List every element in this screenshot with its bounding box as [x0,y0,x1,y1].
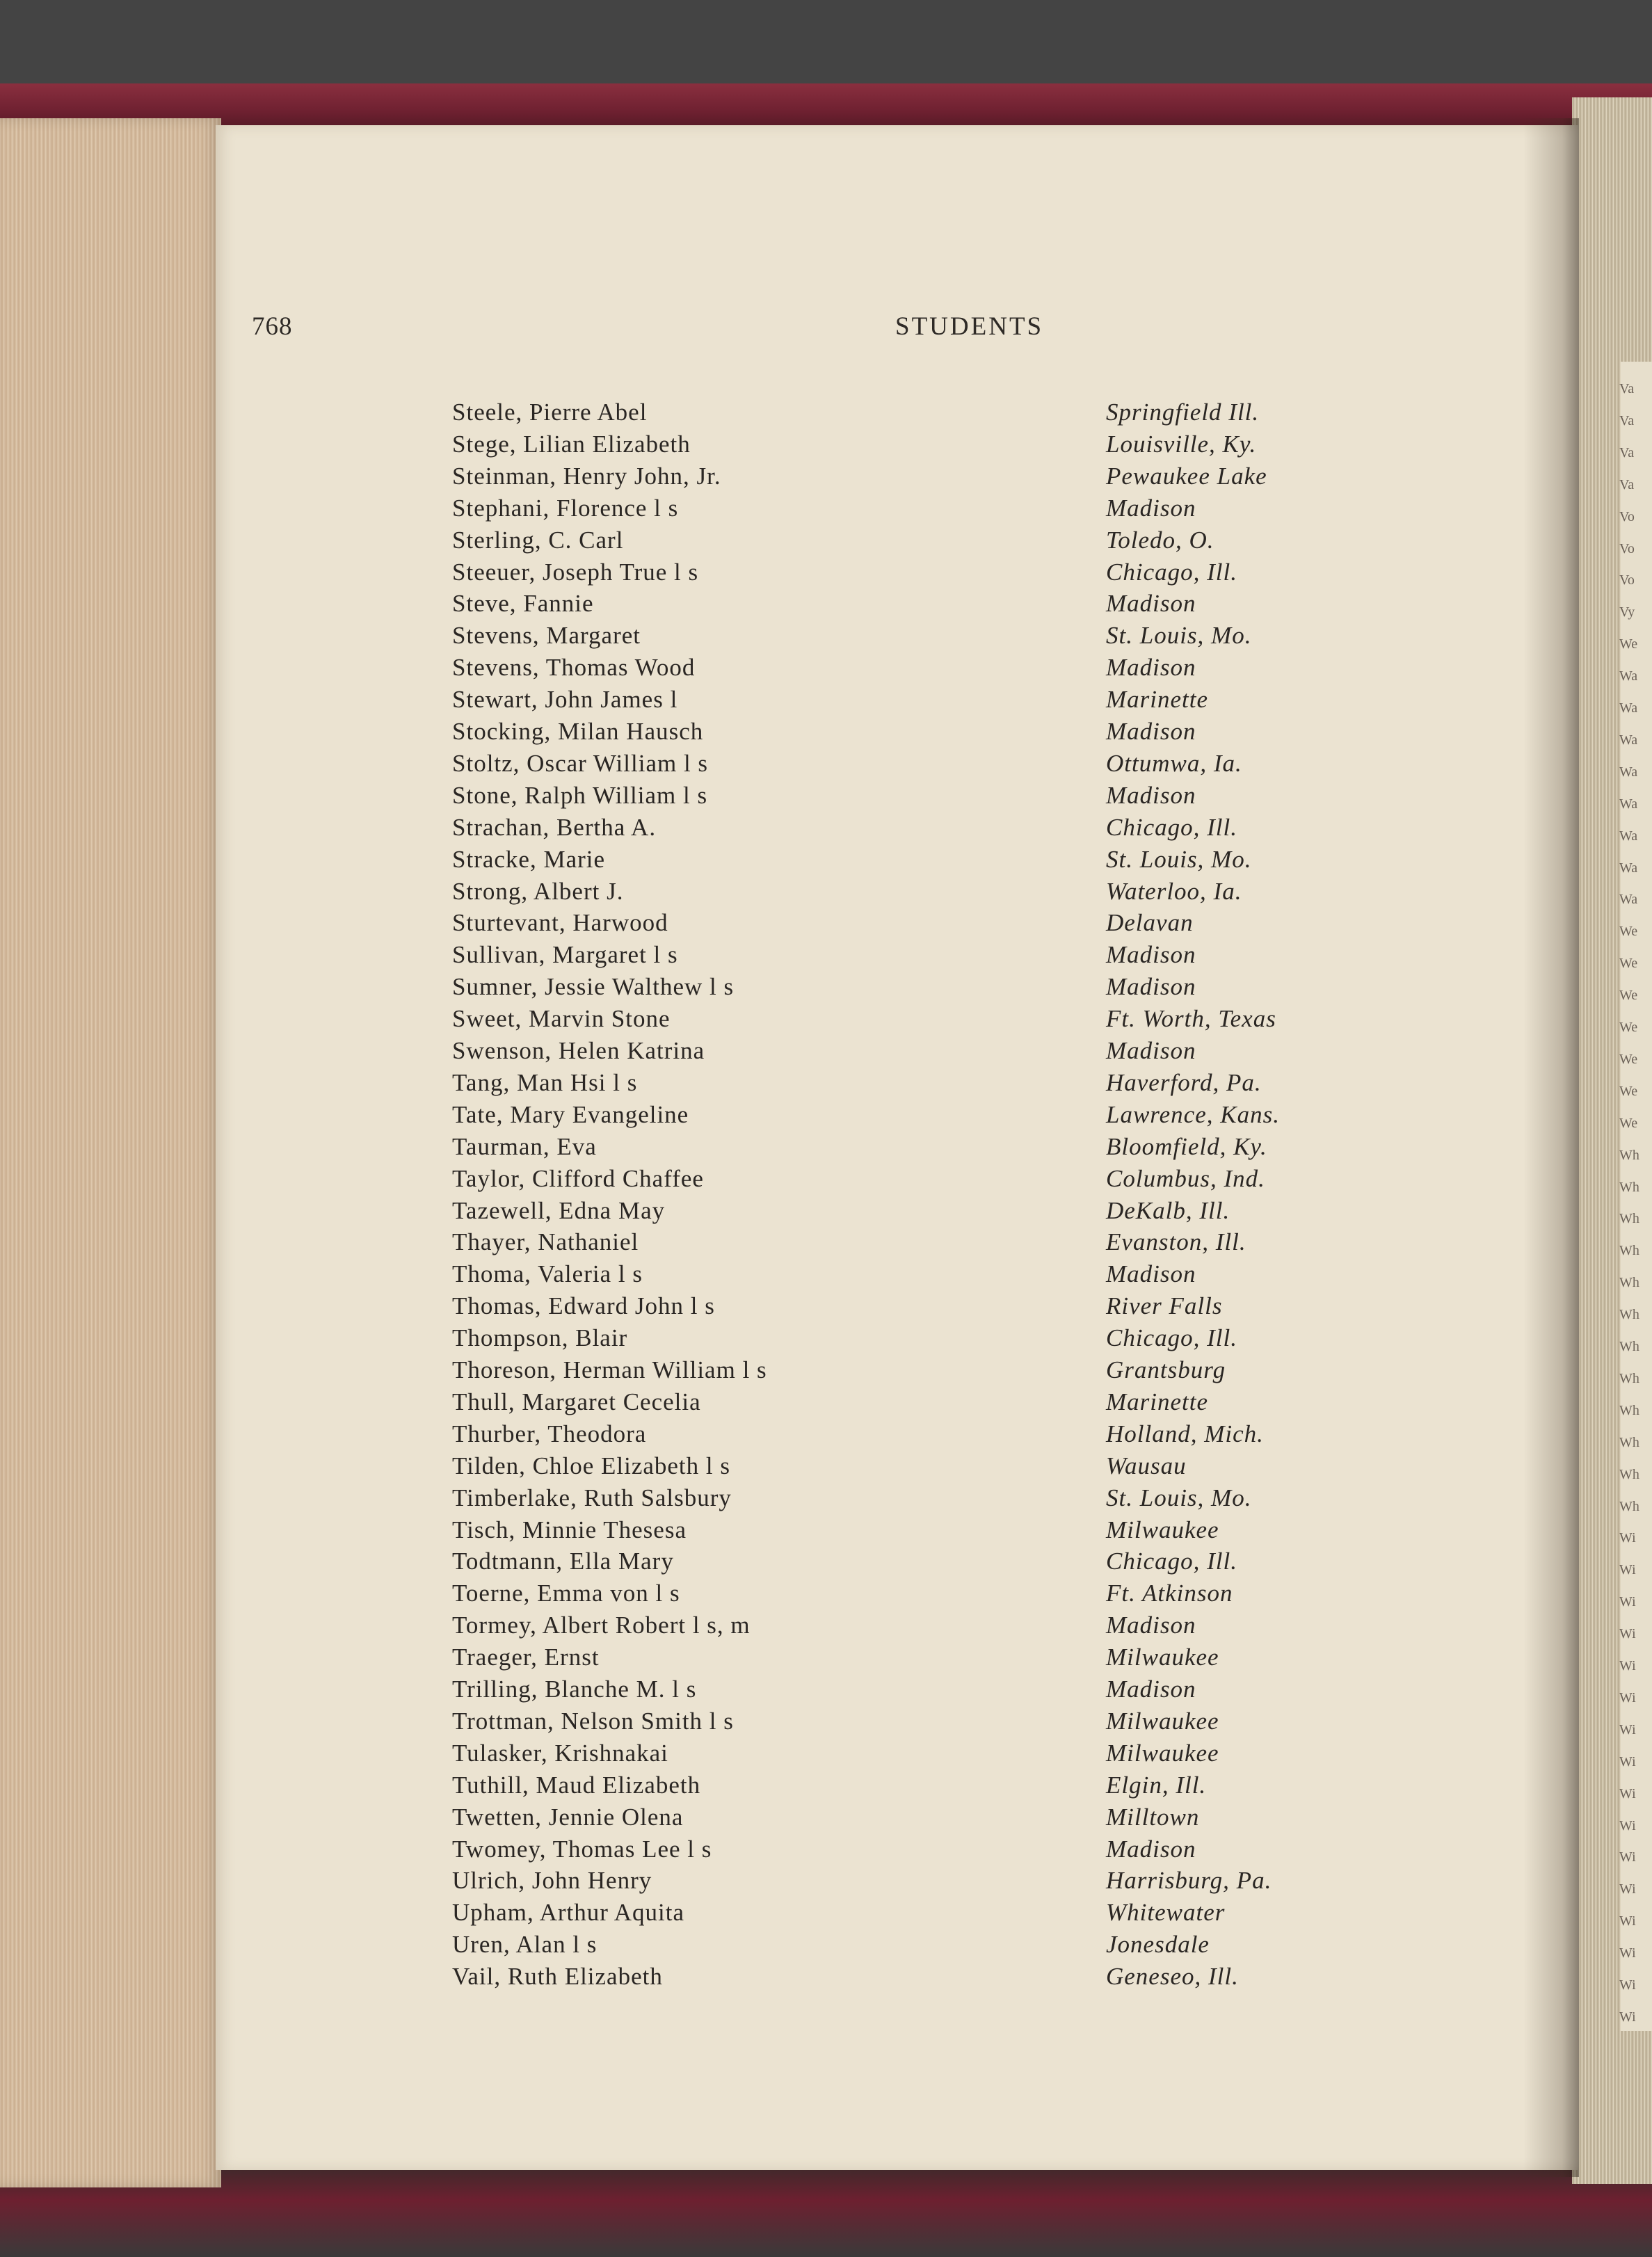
student-entry [0,1545,1652,1577]
next-page-margin-label: We [1619,1020,1638,1035]
student-hometown: Madison [1106,654,1196,682]
next-page-margin-label: Wi [1619,1785,1636,1801]
next-page-margin-label: Wi [1619,1530,1636,1546]
page-number: 768 [252,312,293,341]
student-entry [0,1067,1652,1099]
student-name: Sterling, C. Carl [452,526,624,554]
next-page-margin-label: Wh [1619,1339,1639,1354]
student-hometown: Madison [1106,494,1196,522]
student-name: Stoltz, Oscar William l s [452,749,709,777]
student-entry [0,1290,1652,1322]
student-entry [0,812,1652,844]
student-entry [0,1641,1652,1673]
next-page-margin-label: Wa [1619,892,1638,908]
student-name: Strachan, Bertha A. [452,813,657,841]
student-entry [0,1769,1652,1801]
student-name: Tormey, Albert Robert l s, m [452,1612,751,1639]
next-page-margin-label: Wi [1619,1817,1636,1833]
student-entry [0,1003,1652,1035]
student-hometown: Milwaukee [1106,1516,1219,1543]
student-name: Tulasker, Krishnakai [452,1739,668,1767]
next-page-margin-label: Vo [1619,540,1635,556]
student-entry [0,1131,1652,1163]
next-page-margin-label: We [1619,1115,1638,1131]
student-entry [0,780,1652,812]
student-name: Thoreson, Herman William l s [452,1356,767,1383]
student-entry [0,428,1652,460]
student-entry [0,1322,1652,1354]
student-hometown: Jonesdale [1106,1931,1210,1959]
next-page-margin-label: Wi [1619,1626,1636,1642]
student-entry [0,524,1652,556]
student-hometown: Ft. Atkinson [1106,1580,1233,1607]
student-hometown: Toledo, O. [1106,526,1214,554]
next-page-margin-label: We [1619,1083,1638,1099]
student-name: Stewart, John James l [452,686,678,714]
next-page-margin-label: Wa [1619,828,1638,844]
student-entry [0,1833,1652,1865]
student-name: Stracke, Marie [452,845,606,873]
student-entry [0,1673,1652,1705]
next-page-margin-label: We [1619,956,1638,972]
next-page-margin-label: Vy [1619,604,1635,620]
student-name: Tuthill, Maud Elizabeth [452,1771,701,1799]
student-name: Thull, Margaret Cecelia [452,1388,701,1415]
student-hometown: Madison [1106,718,1196,745]
next-page-margin-label: We [1619,1051,1638,1067]
next-page-margin-label: Wh [1619,1370,1639,1386]
student-name: Tate, Mary Evangeline [452,1100,689,1128]
student-name: Tang, Man Hsi l s [452,1068,638,1096]
next-page-margin-label: Wi [1619,1658,1636,1673]
next-page-margin-label: Wa [1619,796,1638,812]
student-hometown: Chicago, Ill. [1106,1324,1237,1352]
student-entry [0,460,1652,492]
student-name: Trottman, Nelson Smith l s [452,1707,734,1735]
student-hometown: Madison [1106,1835,1196,1863]
student-hometown: St. Louis, Mo. [1106,1484,1252,1511]
student-hometown: Madison [1106,973,1196,1001]
next-page-margin-label: Wa [1619,700,1638,716]
student-hometown: Milwaukee [1106,1707,1219,1735]
student-name: Trilling, Blanche M. l s [452,1676,697,1703]
student-name: Steele, Pierre Abel [452,399,648,426]
student-entry [0,1865,1652,1897]
student-hometown: DeKalb, Ill. [1106,1196,1230,1224]
student-entry [0,1099,1652,1131]
student-hometown: Delavan [1106,909,1194,937]
student-entry [0,1354,1652,1386]
student-hometown: Milltown [1106,1803,1200,1831]
student-name: Uren, Alan l s [452,1931,598,1959]
next-page-margin-label: Wi [1619,1945,1636,1961]
student-entry [0,588,1652,620]
student-name: Strong, Albert J. [452,877,624,905]
next-page-margin-label: Wh [1619,1402,1639,1418]
student-entry [0,1577,1652,1609]
student-entry [0,844,1652,876]
student-name: Tazewell, Edna May [452,1196,666,1224]
next-page-margin-label: Wi [1619,1689,1636,1705]
next-page-margin-label: Va [1619,476,1635,492]
student-entry [0,971,1652,1003]
student-name: Taylor, Clifford Chaffee [452,1164,704,1192]
student-hometown: Pewaukee Lake [1106,462,1267,490]
student-entry [0,716,1652,748]
student-entry [0,1609,1652,1641]
student-hometown: St. Louis, Mo. [1106,845,1252,873]
student-name: Traeger, Ernst [452,1644,600,1671]
student-hometown: Madison [1106,1037,1196,1064]
student-hometown: Chicago, Ill. [1106,813,1237,841]
student-entry [0,1737,1652,1769]
next-page-margin-label: Wh [1619,1243,1639,1259]
next-page-margin-label: Wi [1619,2009,1636,2025]
next-page-margin-label: Wi [1619,1881,1636,1897]
student-hometown: Madison [1106,941,1196,969]
student-name: Tisch, Minnie Thesesa [452,1516,687,1543]
student-entry [0,620,1652,652]
student-entry [0,1386,1652,1418]
next-page-margin-label: Wi [1619,1913,1636,1929]
student-name: Sumner, Jessie Walthew l s [452,973,735,1001]
student-hometown: Louisville, Ky. [1106,430,1257,458]
next-page-margin-label: Wi [1619,1977,1636,1993]
student-hometown: Madison [1106,590,1196,618]
student-name: Upham, Arthur Aquita [452,1899,684,1927]
student-hometown: Chicago, Ill. [1106,1548,1237,1575]
student-entry [0,1929,1652,1961]
student-entry [0,907,1652,939]
student-entry [0,492,1652,524]
student-entry [0,1226,1652,1258]
student-name: Sturtevant, Harwood [452,909,668,937]
next-page-margin-label: We [1619,924,1638,940]
student-hometown: Marinette [1106,686,1209,714]
student-entry [0,1801,1652,1833]
student-name: Stevens, Thomas Wood [452,654,696,682]
student-name: Sullivan, Margaret l s [452,941,678,969]
student-entry [0,1195,1652,1227]
student-name: Stephani, Florence l s [452,494,679,522]
student-name: Sweet, Marvin Stone [452,1005,671,1033]
next-page-margin-label: Vo [1619,572,1635,588]
next-page-margin-label: Wh [1619,1466,1639,1482]
student-entry [0,1035,1652,1067]
student-hometown: Ft. Worth, Texas [1106,1005,1276,1033]
next-page-margin-label: Va [1619,444,1635,460]
next-page-margin-label: Wi [1619,1753,1636,1769]
next-page-margin-label: Wh [1619,1211,1639,1227]
student-name: Ulrich, John Henry [452,1867,652,1895]
student-hometown: Haverford, Pa. [1106,1068,1262,1096]
student-name: Tilden, Chloe Elizabeth l s [452,1452,730,1479]
student-name: Stocking, Milan Hausch [452,718,704,745]
student-hometown: Whitewater [1106,1899,1226,1927]
student-hometown: Wausau [1106,1452,1187,1479]
next-page-margin-label: We [1619,636,1638,652]
student-hometown: Lawrence, Kans. [1106,1100,1280,1128]
student-name: Twetten, Jennie Olena [452,1803,684,1831]
student-hometown: Elgin, Ill. [1106,1771,1207,1799]
student-name: Swenson, Helen Katrina [452,1037,705,1064]
next-page-margin-label: Wa [1619,764,1638,780]
next-page-margin-label: Wh [1619,1434,1639,1450]
next-page-margin-label: Wi [1619,1849,1636,1865]
student-hometown: Springfield Ill. [1106,399,1260,426]
student-hometown: St. Louis, Mo. [1106,622,1252,650]
student-name: Stege, Lilian Elizabeth [452,430,691,458]
student-entry [0,396,1652,428]
next-page-margin-label: Wh [1619,1147,1639,1163]
student-hometown: Ottumwa, Ia. [1106,749,1242,777]
next-page-margin-label: Wi [1619,1721,1636,1737]
student-entry [0,939,1652,971]
student-entry [0,748,1652,780]
student-hometown: Madison [1106,1612,1196,1639]
student-hometown: Columbus, Ind. [1106,1164,1265,1192]
running-title: STUDENTS [895,312,1044,341]
student-hometown: Evanston, Ill. [1106,1228,1246,1256]
student-name: Thomas, Edward John l s [452,1292,715,1320]
book-cover-bottom-edge [0,2163,1652,2257]
next-page-margin-label: Wh [1619,1275,1639,1291]
next-page-margin-label: Wh [1619,1179,1639,1195]
student-hometown: Bloomfield, Ky. [1106,1132,1267,1160]
next-page-margin-label: Wh [1619,1498,1639,1514]
student-hometown: Madison [1106,1676,1196,1703]
student-hometown: Harrisburg, Pa. [1106,1867,1272,1895]
next-page-margin-label: Va [1619,412,1635,428]
next-page-margin-label: Vo [1619,508,1635,524]
student-name: Toerne, Emma von l s [452,1580,680,1607]
student-name: Steinman, Henry John, Jr. [452,462,721,490]
next-page-margin-label: We [1619,988,1638,1004]
student-hometown: Waterloo, Ia. [1106,877,1242,905]
student-hometown: River Falls [1106,1292,1223,1320]
next-page-margin-label: Wa [1619,860,1638,876]
student-entry [0,684,1652,716]
student-hometown: Chicago, Ill. [1106,558,1237,586]
student-hometown: Marinette [1106,1388,1209,1415]
next-page-margin-label: Wi [1619,1562,1636,1578]
student-entry [0,1897,1652,1929]
student-name: Taurman, Eva [452,1132,597,1160]
running-head [0,312,1652,353]
student-name: Todtmann, Ella Mary [452,1548,674,1575]
student-hometown: Geneseo, Ill. [1106,1963,1239,1991]
student-hometown: Grantsburg [1106,1356,1226,1383]
student-name: Thurber, Theodora [452,1420,647,1447]
student-entry [0,1514,1652,1546]
student-name: Thayer, Nathaniel [452,1228,639,1256]
student-entry [0,1450,1652,1482]
next-page-margin-label: Wi [1619,1594,1636,1610]
student-name: Timberlake, Ruth Salsbury [452,1484,732,1511]
student-entry [0,556,1652,588]
student-name: Stone, Ralph William l s [452,781,708,809]
student-hometown: Madison [1106,1260,1196,1288]
student-name: Vail, Ruth Elizabeth [452,1963,663,1991]
student-name: Stevens, Margaret [452,622,641,650]
student-name: Twomey, Thomas Lee l s [452,1835,712,1863]
student-entry [0,652,1652,684]
student-entry [0,1258,1652,1290]
next-page-margin-label: Va [1619,381,1635,396]
student-entry [0,1418,1652,1450]
student-name: Steve, Fannie [452,590,594,618]
student-hometown: Holland, Mich. [1106,1420,1264,1447]
student-hometown: Milwaukee [1106,1644,1219,1671]
student-entry [0,1705,1652,1737]
student-name: Thompson, Blair [452,1324,628,1352]
student-entry [0,876,1652,908]
student-hometown: Madison [1106,781,1196,809]
student-hometown: Milwaukee [1106,1739,1219,1767]
next-page-margin-label: Wa [1619,732,1638,748]
student-entry [0,1961,1652,1993]
student-name: Steeuer, Joseph True l s [452,558,699,586]
next-page-margin-label: Wa [1619,668,1638,684]
next-page-margin-label: Wh [1619,1307,1639,1323]
student-entry [0,1163,1652,1195]
student-entry [0,1482,1652,1514]
student-name: Thoma, Valeria l s [452,1260,643,1288]
